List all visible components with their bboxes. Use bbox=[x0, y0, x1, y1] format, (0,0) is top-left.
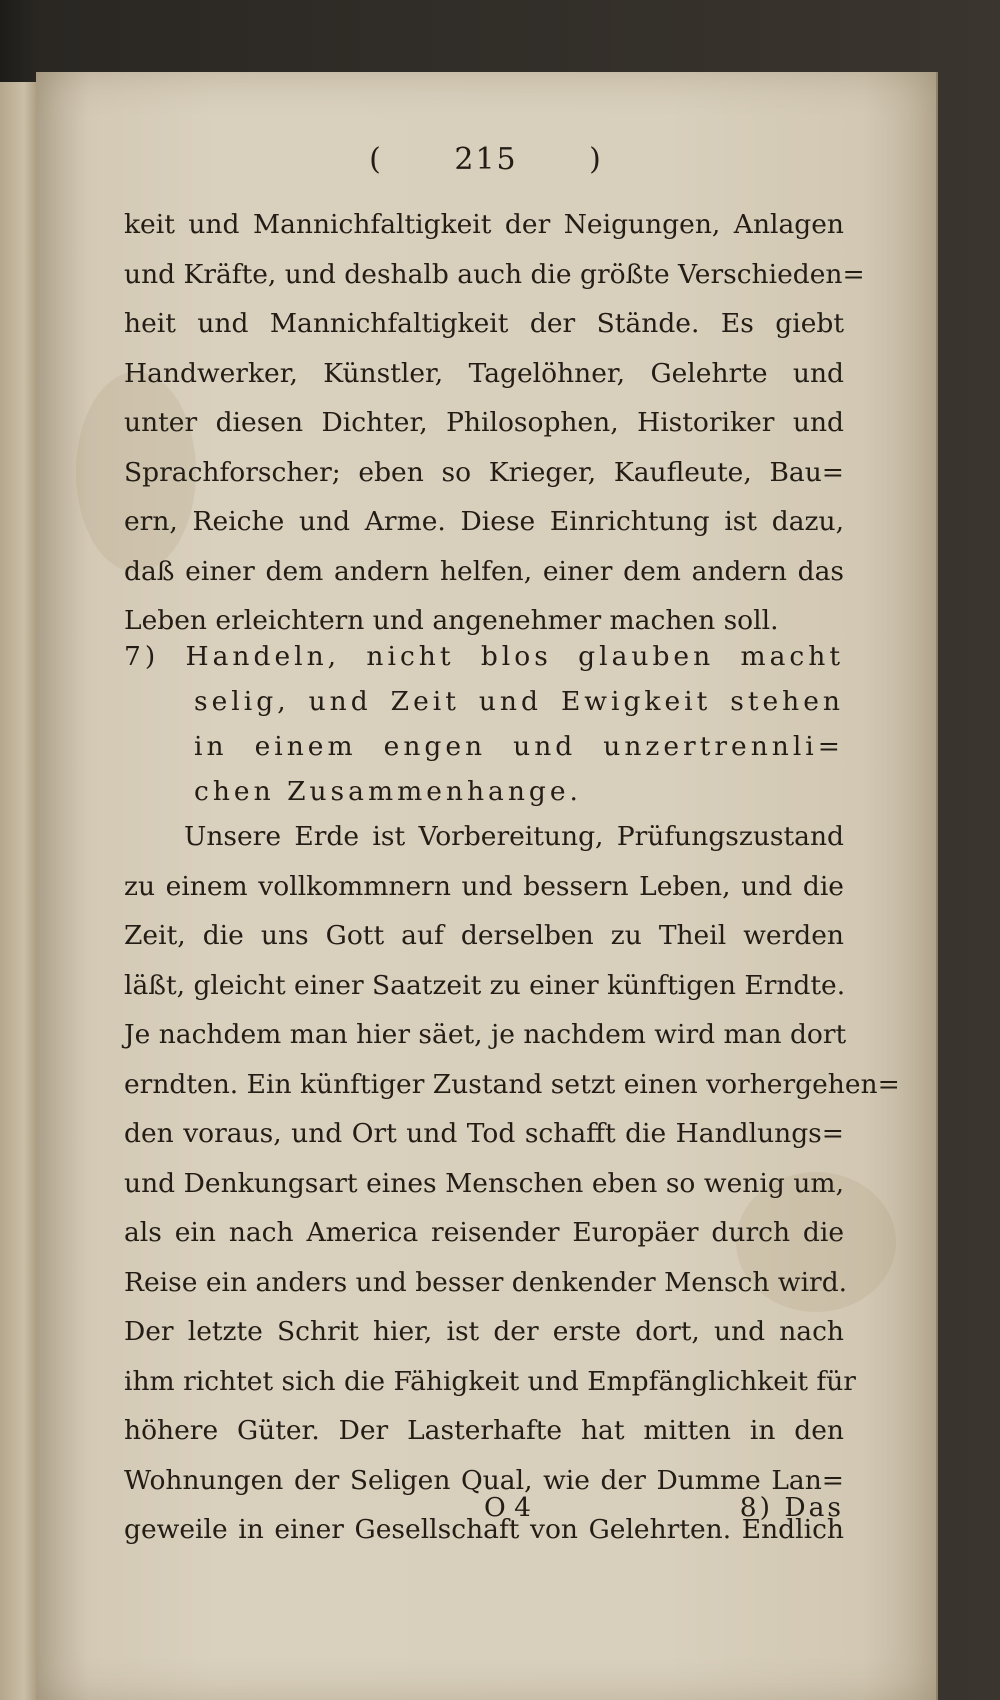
text-line: ern, Reiche und Arme. Diese Einrichtung ist dazu, bbox=[124, 506, 844, 537]
heading-line: in einem engen und unzertrennli= bbox=[194, 731, 844, 762]
signature-mark: O 4 bbox=[484, 1492, 532, 1523]
text-line: den voraus, und Ort und Tod schafft die Handlungs= bbox=[124, 1118, 844, 1149]
text-line: Zeit, die uns Gott auf derselben zu Theil werden bbox=[124, 920, 844, 951]
text-line: geweile in einer Gesellschaft von Gelehrten. Endlich bbox=[124, 1514, 844, 1545]
catchword: 8) Das bbox=[739, 1492, 844, 1523]
text-line: höhere Güter. Der Lasterhafte hat mitten in den bbox=[124, 1415, 844, 1446]
text-line: Leben erleichtern und angenehmer machen soll. bbox=[124, 605, 779, 636]
section-heading-7 bbox=[124, 634, 844, 814]
facing-page-edge bbox=[0, 82, 40, 1700]
header-paren-right: ) bbox=[589, 142, 603, 177]
text-line: erndten. Ein künftiger Zustand setzt einen vorhergehen= bbox=[124, 1068, 900, 1100]
text-line: Je nachdem man hier säet, je nachdem wird man dort bbox=[124, 1019, 847, 1050]
header-paren-left: ( bbox=[369, 142, 383, 177]
text-line: Wohnungen der Seligen Qual, wie der Dumme Lan= bbox=[124, 1464, 844, 1496]
page-number: 215 bbox=[454, 142, 518, 177]
text-line: unter diesen Dichter, Philosophen, Historiker und bbox=[124, 407, 844, 438]
book-page bbox=[36, 72, 936, 1700]
running-header bbox=[36, 142, 936, 177]
text-line: Reise ein anders und besser denkender Mensch wird. bbox=[124, 1266, 848, 1298]
text-line: Sprachforscher; eben so Krieger, Kaufleute, Bau= bbox=[124, 456, 844, 488]
text-line: als ein nach America reisender Europäer durch die bbox=[124, 1217, 844, 1248]
text-line: zu einem vollkommnern und bessern Leben, und die bbox=[124, 870, 844, 902]
text-line: ihm richtet sich die Fähigkeit und Empfänglichkeit für bbox=[124, 1365, 856, 1397]
heading-line: selig, und Zeit und Ewigkeit stehen bbox=[194, 686, 844, 717]
text-line: heit und Mannichfaltigkeit der Stände. Es giebt bbox=[124, 308, 844, 339]
text-line: Unsere Erde ist Vorbereitung, Prüfungszustand bbox=[184, 821, 844, 852]
text-line: daß einer dem andern helfen, einer dem andern das bbox=[124, 555, 844, 587]
text-line: Der letzte Schrit hier, ist der erste dort, und nach bbox=[124, 1316, 844, 1347]
paragraph-1 bbox=[124, 200, 865, 646]
heading-line: chen Zusammenhange. bbox=[194, 776, 582, 807]
page-footer bbox=[124, 1492, 844, 1532]
text-line: und Kräfte, und deshalb auch die größte Verschieden= bbox=[124, 258, 865, 290]
text-line: und Denkungsart eines Menschen eben so wenig um, bbox=[124, 1167, 844, 1199]
text-line: läßt, gleicht einer Saatzeit zu einer künftigen Erndte. bbox=[124, 969, 846, 1001]
heading-line: 7) Handeln, nicht blos glauben macht bbox=[124, 641, 844, 672]
paragraph-2 bbox=[124, 812, 900, 1555]
text-line: keit und Mannichfaltigkeit der Neigungen, Anlagen bbox=[124, 209, 844, 240]
text-line: Handwerker, Künstler, Tagelöhner, Gelehrte und bbox=[124, 357, 844, 389]
